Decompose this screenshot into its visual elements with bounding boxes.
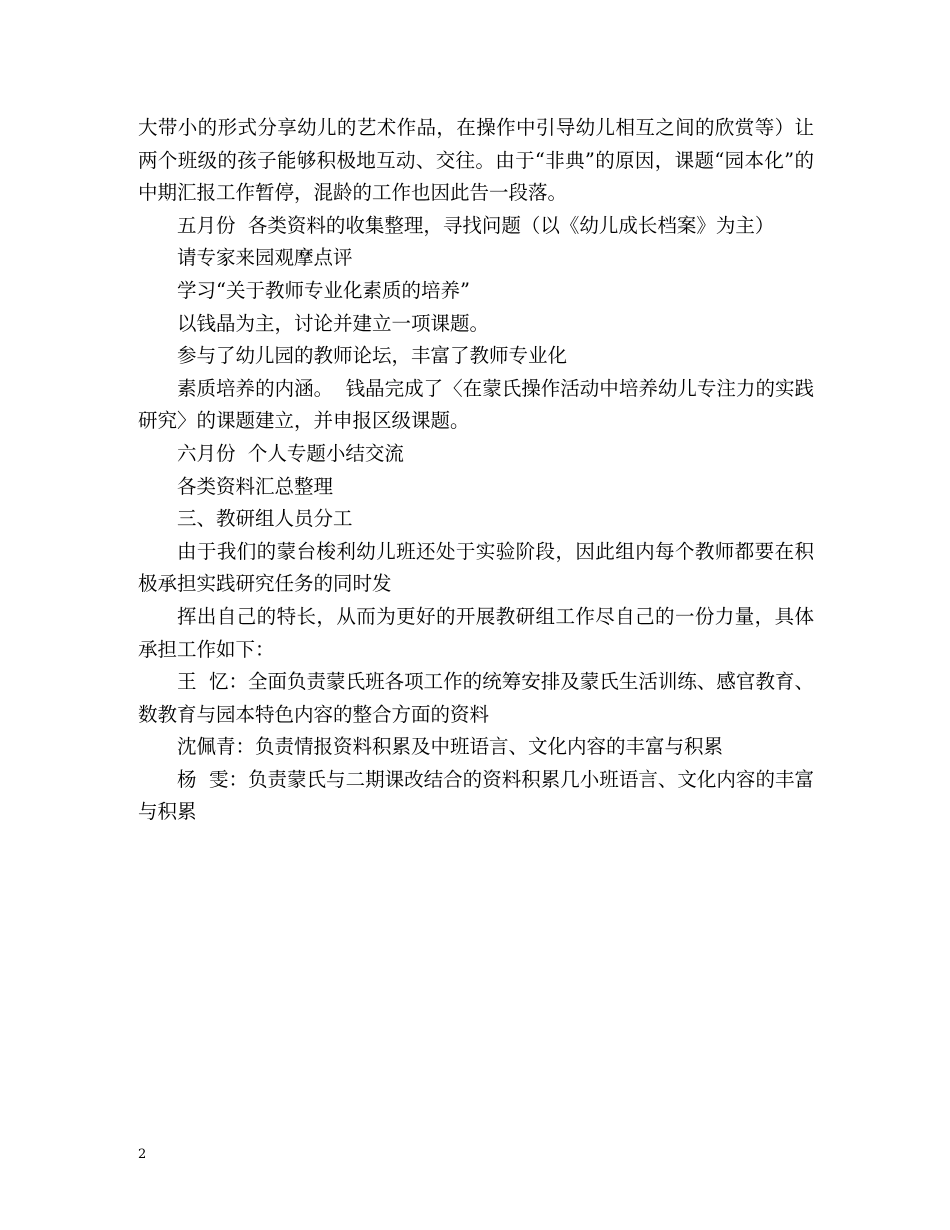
staff-assignment-shen: 沈佩青：负责情报资料积累及中班语言、文化内容的丰富与积累 [177,735,724,759]
staff-assignment-yang: 杨 雯：负责蒙氏与二期课改结合的资料积累几小班语言、文化内容的丰富与积累 [138,767,814,824]
section-heading-staff-division: 三、教研组人员分工 [177,507,353,531]
document-body [138,112,814,829]
paragraph-specialties: 挥出自己的特长，从而为更好的开展教研组工作尽自己的一份力量，具体承担工作如下： [138,604,814,661]
paragraph-experiment-stage: 由于我们的蒙台梭利幼儿班还处于实验阶段，因此组内每个教师都要在积极承担实践研究任务的同时发 [138,539,814,596]
paragraph-materials-summary: 各类资料汇总整理 [177,474,334,498]
paragraph-may-materials: 五月份 各类资料的收集整理，寻找问题（以《幼儿成长档案》为主） [177,213,775,237]
paragraph-topic-established: 素质培养的内涵。 钱晶完成了〈在蒙氏操作活动中培养幼儿专注力的实践研究〉的课题建立，并申报区级课题。 [138,376,814,433]
paragraph-teacher-forum: 参与了幼儿园的教师论坛，丰富了教师专业化 [177,344,568,368]
paragraph-study-teacher-quality: 学习“关于教师专业化素质的培养” [177,278,470,302]
paragraph-shared-artwork: 大带小的形式分享幼儿的艺术作品，在操作中引导幼儿相互之间的欣赏等）让两个班级的孩子能够积极地互动、交往。由于“非典”的原因，课题“园本化”的中期汇报工作暂停，混龄的工作也因此告一段落。 [138,116,814,205]
paragraph-expert-review: 请专家来园观摩点评 [177,246,353,270]
paragraph-research-topic: 以钱晶为主，讨论并建立一项课题。 [177,311,490,335]
page-number: 2 [138,1147,147,1162]
staff-assignment-wang: 王 忆：全面负责蒙氏班各项工作的统筹安排及蒙氏生活训练、感官教育、数教育与园本特色内容的整合方面的资料 [138,670,814,726]
paragraph-june-summary: 六月份 个人专题小结交流 [177,441,404,465]
